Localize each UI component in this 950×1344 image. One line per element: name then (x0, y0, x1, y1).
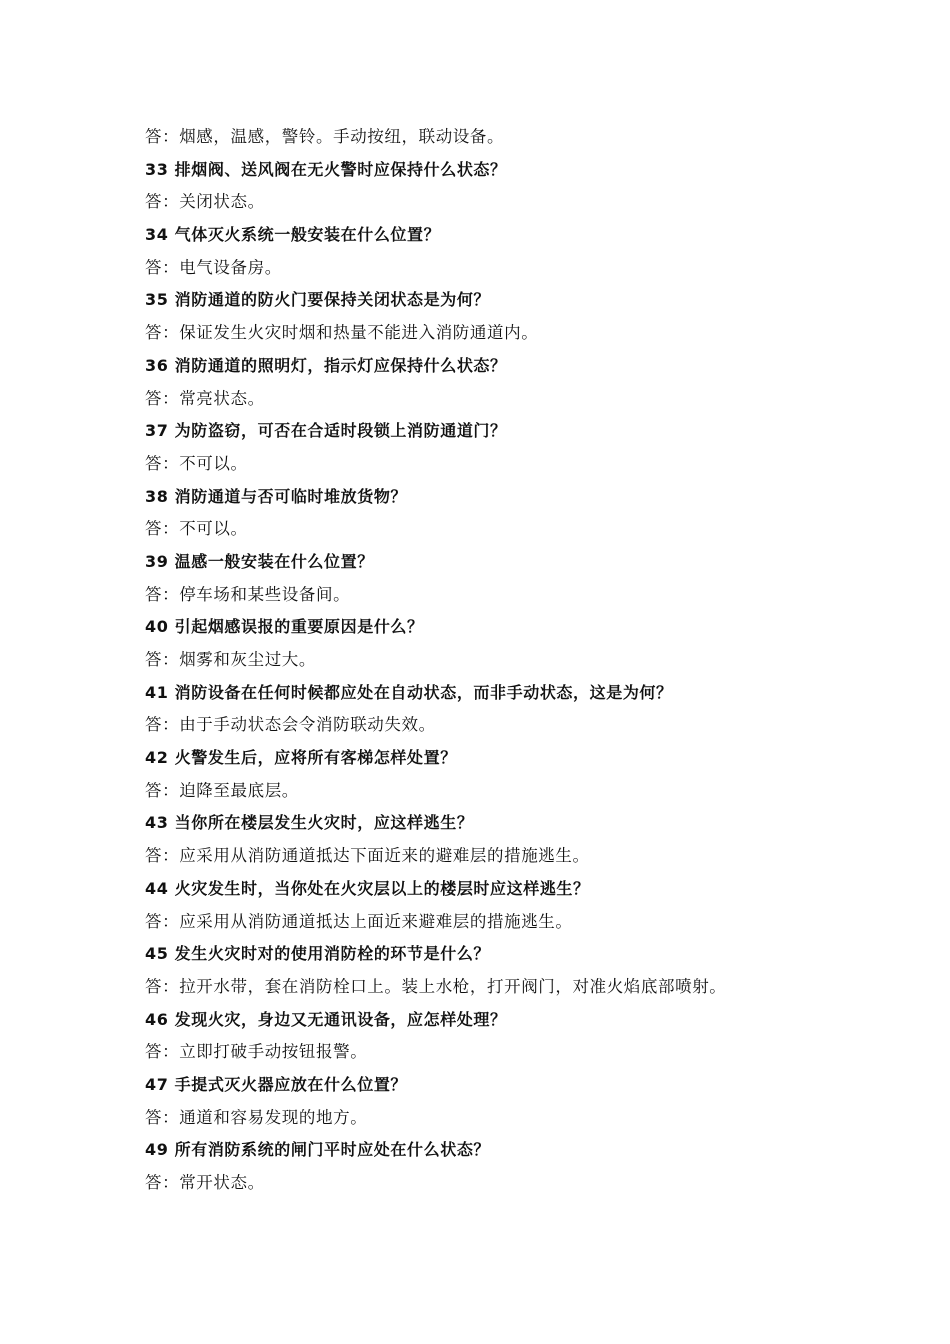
answer-line: 答：常亮状态。 (145, 388, 265, 408)
answer-line: 答：拉开水带，套在消防栓口上。装上水枪，打开阀门，对准火焰底部喷射。 (145, 976, 727, 996)
question-line: 47 手提式灭火器应放在什么位置？ (145, 1074, 408, 1094)
question-line: 37 为防盗窃，可否在合适时段锁上消防通道门？ (145, 421, 507, 441)
answer-line: 答：由于手动状态会令消防联动失效。 (145, 715, 436, 735)
answer-line: 答：应采用从消防通道抵达上面近来避难层的措施逃生。 (145, 911, 573, 931)
answer-line: 答：保证发生火灾时烟和热量不能进入消防通道内。 (145, 323, 539, 343)
answer-line: 答：迫降至最底层。 (145, 780, 299, 800)
answer-line: 答：常开状态。 (145, 1173, 265, 1192)
question-line: 36 消防通道的照明灯，指示灯应保持什么状态？ (145, 355, 507, 375)
question-line: 40 引起烟感误报的重要原因是什么？ (145, 617, 424, 637)
answer-line: 答：停车场和某些设备间。 (145, 584, 351, 604)
question-line: 43 当你所在楼层发生火灾时，应这样逃生？ (145, 813, 474, 833)
answer-line: 答：立即打破手动按钮报警。 (145, 1042, 368, 1062)
answer-line: 答：通道和容易发现的地方。 (145, 1107, 368, 1127)
answer-line: 答：不可以。 (145, 453, 248, 473)
answer-line: 答：不可以。 (145, 519, 248, 539)
question-line: 38 消防通道与否可临时堆放货物？ (145, 486, 408, 506)
question-line: 34 气体灭火系统一般安装在什么位置？ (145, 225, 441, 245)
answer-line: 答：烟感，温感，警铃。手动按纽，联动设备。 (145, 127, 505, 146)
qa-list (145, 121, 905, 1200)
answer-line: 答：烟雾和灰尘过大。 (145, 650, 316, 669)
answer-line: 答：关闭状态。 (145, 192, 265, 212)
question-line: 39 温感一般安装在什么位置？ (145, 551, 374, 571)
question-line: 49 所有消防系统的闸门平时应处在什么状态？ (145, 1140, 491, 1160)
question-line: 45 发生火灾时对的使用消防栓的环节是什么？ (145, 944, 491, 964)
question-line: 44 火灾发生时，当你处在火灾层以上的楼层时应这样逃生？ (145, 878, 590, 898)
answer-line: 答：电气设备房。 (145, 257, 282, 277)
answer-line: 答：应采用从消防通道抵达下面近来的避难层的措施逃生。 (145, 846, 590, 866)
question-line: 41 消防设备在任何时候都应处在自动状态，而非手动状态，这是为何？ (145, 682, 673, 702)
question-line: 46 发现火灾，身边又无通讯设备，应怎样处理？ (145, 1009, 507, 1029)
question-line: 33 排烟阀、送风阀在无火警时应保持什么状态？ (145, 159, 507, 179)
question-line: 42 火警发生后，应将所有客梯怎样处置？ (145, 748, 457, 768)
question-line: 35 消防通道的防火门要保持关闭状态是为何？ (145, 290, 491, 310)
